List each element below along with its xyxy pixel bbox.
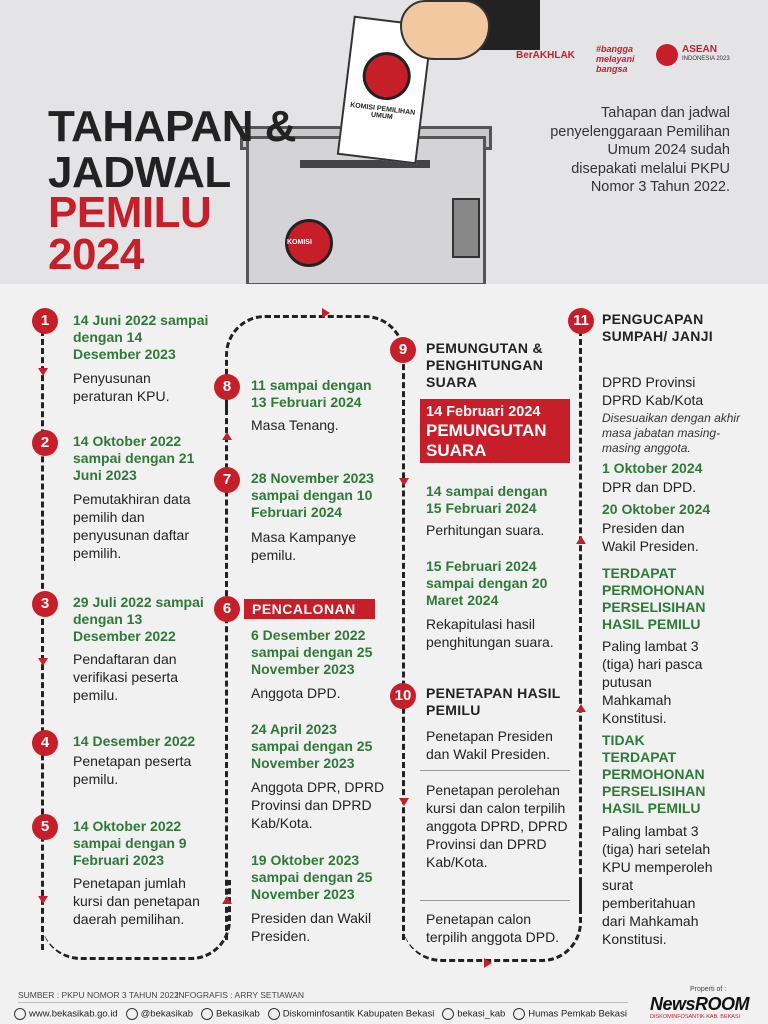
step-2-desc: Pemutakhiran data pemilih dan penyusunan daftar pemilih. (73, 491, 191, 561)
footer-infografis: INFOGRAFIS : ARRY SETIAWAN (176, 990, 304, 1000)
step-11-badge: 11 (568, 308, 594, 334)
intro-text: Tahapan dan jadwal penyelenggaraan Pemilihan Umum 2024 sudah disepakati melalui PKPU Nomor 3 Tahun 2022. (550, 105, 730, 195)
step-6-desc-2: Anggota DPR, DPRD Provinsi dan DPRD Kab/Kota. (251, 779, 385, 831)
asean-logo-icon (656, 44, 678, 66)
arrow-down-icon (399, 798, 409, 806)
step-6-date-3: 19 Oktober 2023 sampai dengan 25 November 2023 (251, 852, 373, 902)
timeline-path-col1 (41, 330, 44, 950)
step-9-heading: PEMUNGUTAN & PENGHITUNGAN SUARA (426, 340, 544, 390)
arrow-down-icon (399, 478, 409, 486)
footer-facebook[interactable]: Diskominfosantik Kabupaten Bekasi (282, 1008, 435, 1020)
footer-property: Properti of : (690, 986, 727, 993)
step-7-desc: Masa Kampanye pemilu. (251, 529, 357, 563)
footer-source: SUMBER : PKPU NOMOR 3 TAHUN 2022 (18, 990, 179, 1000)
step-8-desc: Masa Tenang. (251, 417, 339, 433)
step-7-badge: 7 (214, 467, 240, 493)
step-11-condition-2: TIDAK TERDAPAT PERMOHONAN PERSELISIHAN HASIL PEMILU (602, 732, 706, 816)
step-6-desc-3: Presiden dan Wakil Presiden. (251, 910, 372, 944)
step-3-badge: 3 (32, 591, 58, 617)
footer-tiktok[interactable]: Bekasikab (215, 1008, 260, 1020)
footer (0, 984, 768, 1024)
arrow-down-icon (38, 896, 48, 904)
title-line-1: TAHAPAN & (48, 102, 297, 151)
step-6-desc-1: Anggota DPD. (251, 685, 341, 701)
step-4-desc: Penetapan peserta pemilu. (73, 753, 192, 787)
step-9-date-1: 14 sampai dengan 15 Februari 2024 (426, 483, 548, 516)
arrow-right-icon (322, 308, 330, 318)
step-9-desc-1: Perhitungan suara. (426, 522, 545, 538)
step-10-desc-2: Penetapan perolehan kursi dan calon terpilih anggota DPRD, DPRD Provinsi dan DPRD Kab/Kota. (426, 782, 568, 870)
brand-logo: NewsROOM (650, 994, 750, 1014)
step-2-date: 14 Oktober 2022 sampai dengan 21 Juni 2023 (73, 433, 195, 483)
step-10-heading: PENETAPAN HASIL PEMILU (426, 685, 561, 718)
step-8-badge: 8 (214, 374, 240, 400)
step-11-desc-5: Paling lambat 3 (tiga) hari setelah KPU memperoleh surat pemberitahuan dari Mahkamah Konstitusi. (602, 823, 713, 947)
step-11-date-2: 20 Oktober 2024 (602, 501, 711, 517)
title-line-3: PEMILU (48, 188, 212, 237)
divider (420, 900, 570, 901)
tiktok-icon (201, 1008, 213, 1020)
step-11-desc-4: Paling lambat 3 (tiga) hari pasca putusan Mahkamah Konstitusi. (602, 638, 703, 726)
footer-social-row (14, 1008, 627, 1020)
step-9-highlight (420, 399, 570, 463)
lock-icon (452, 198, 480, 258)
step-9-highlight-date: 14 Februari 2024 (426, 404, 541, 420)
instagram-icon (442, 1008, 454, 1020)
step-9-badge: 9 (390, 337, 416, 363)
logo-asean: ASEAN (682, 44, 718, 55)
step-11-heading: PENGUCAPAN SUMPAH/ JANJI (602, 311, 713, 344)
footer-twitter[interactable]: @bekasikab (140, 1008, 194, 1020)
step-8-date: 11 sampai dengan 13 Februari 2024 (251, 377, 372, 410)
logo-bangga: #bangga melayani bangsa (596, 44, 635, 74)
step-11-condition-1: TERDAPAT PERMOHONAN PERSELISIHAN HASIL PEMILU (602, 565, 706, 632)
step-11-desc-2: DPR dan DPD. (602, 479, 697, 495)
step-4-badge: 4 (32, 730, 58, 756)
step-5-badge: 5 (32, 814, 58, 840)
step-4-date: 14 Desember 2022 (73, 733, 196, 749)
arrow-up-icon (576, 536, 586, 544)
step-6-date-1: 6 Desember 2022 sampai dengan 25 November 2023 (251, 627, 373, 677)
title-line-2: JADWAL (48, 148, 231, 197)
step-11-note: Disesuaikan dengan akhir masa jabatan masing-masing anggota. (602, 411, 741, 455)
step-5-desc: Penetapan jumlah kursi dan penetapan daerah pemilihan. (73, 875, 200, 927)
kpu-seal-icon (360, 49, 413, 102)
step-6-heading: PENCALONAN (244, 599, 375, 619)
header-banner (0, 0, 768, 284)
step-1-desc: Penyusunan peraturan KPU. (73, 370, 170, 404)
footer-instagram[interactable]: bekasi_kab (457, 1008, 506, 1020)
arrow-down-icon (38, 368, 48, 376)
footer-web[interactable]: www.bekasikab.go.id (29, 1008, 118, 1020)
footer-youtube[interactable]: Humas Pemkab Bekasi (528, 1008, 627, 1020)
step-3-date: 29 Juli 2022 sampai dengan 13 Desember 2022 (73, 594, 204, 644)
step-10-desc-3: Penetapan calon terpilih anggota DPD. (426, 911, 560, 945)
step-5-date: 14 Oktober 2022 sampai dengan 9 Februari 2023 (73, 818, 187, 868)
brand-subtitle: DISKOMINFOSANTIK KAB. BEKASI (650, 1014, 741, 1020)
youtube-icon (513, 1008, 525, 1020)
arrow-up-icon (576, 704, 586, 712)
globe-icon (14, 1008, 26, 1020)
step-6-badge: 6 (214, 596, 240, 622)
step-6-date-2: 24 April 2023 sampai dengan 25 November 2023 (251, 721, 373, 771)
step-7-date: 28 November 2023 sampai dengan 10 Februari 2024 (251, 470, 374, 520)
step-9-desc-2: Rekapitulasi hasil penghitungan suara. (426, 616, 554, 650)
facebook-icon (268, 1008, 280, 1020)
step-11-desc-3: Presiden dan Wakil Presiden. (602, 520, 699, 554)
logo-asean-sub: INDONESIA 2023 (682, 56, 730, 62)
step-1-date: 14 Juni 2022 sampai dengan 14 Desember 2023 (73, 312, 209, 362)
step-9-highlight-label: PEMUNGUTAN SUARA (426, 421, 547, 460)
step-3-desc: Pendaftaran dan verifikasi peserta pemilu. (73, 651, 179, 703)
step-11-desc-1: DPRD Provinsi DPRD Kab/Kota (602, 374, 704, 408)
footer-divider (18, 1002, 628, 1003)
step-1-badge: 1 (32, 308, 58, 334)
step-9-date-2: 15 Februari 2024 sampai dengan 20 Maret 2024 (426, 558, 548, 608)
step-10-desc-1: Penetapan Presiden dan Wakil Presiden. (426, 728, 553, 762)
step-11-date-1: 1 Oktober 2024 (602, 460, 703, 476)
hand-illustration (400, 0, 490, 60)
title-line-4: 2024 (48, 230, 144, 279)
arrow-right-icon (484, 958, 492, 968)
ballot-label: KOMISI PEMILIHAN UMUM (349, 101, 416, 122)
divider (420, 770, 570, 771)
twitter-icon (126, 1008, 138, 1020)
arrow-up-icon (222, 432, 232, 440)
step-10-badge: 10 (390, 683, 416, 709)
box-label: KOMISI (287, 239, 312, 246)
arrow-down-icon (38, 658, 48, 666)
logo-berakhlak: BerAKHLAK (516, 50, 575, 61)
timeline-path-col4 (579, 330, 582, 910)
step-2-badge: 2 (32, 430, 58, 456)
arrow-up-icon (222, 896, 232, 904)
